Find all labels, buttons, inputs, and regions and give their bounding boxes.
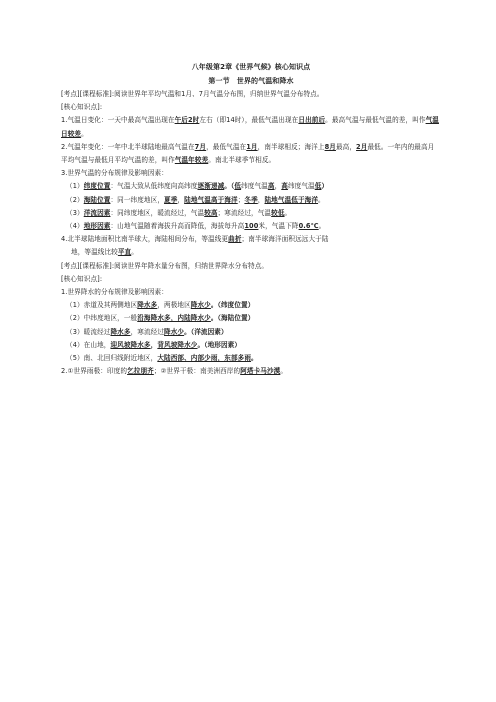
- point-isotherms-hemispheres: 4.北半球陆地面积比南半球大，海陆相间分布，等温线更曲折；南半球海洋面积远远大于陆: [61, 235, 329, 244]
- factor-ocean-current: （3）洋流因素：同纬度地区，暖流经过，气温较高；寒流经过，气温较低。: [66, 208, 292, 217]
- core-knowledge-label-1: [核心知识点]:: [61, 103, 103, 112]
- document-title: 八年级第2章《世界气候》核心知识点: [191, 63, 311, 71]
- point-temperature-distribution: 3.世界气温的分布规律及影响因素：: [61, 169, 168, 178]
- curriculum-standard-2: [考点][课程标准]:阅读世界年降水量分布图，归纳世界降水分布特点。: [61, 261, 269, 270]
- core-knowledge-label-2: [核心知识点]:: [61, 274, 103, 283]
- precip-factor-land-sea: （2）中纬度地区，一般沿海降水多，内陆降水少。（海陆位置）: [66, 314, 255, 323]
- section-heading: 第一节 世界的气温和降水: [208, 77, 294, 85]
- factor-terrain: （4）地形因素：山地气温随着海拔升高而降低，海拔每升高100米，气温下降0.6℃。: [66, 222, 326, 231]
- point-isotherms-hemispheres-cont: 地，等温线比较平直。: [71, 248, 138, 257]
- factor-latitude: （1）纬度位置：气温大致从低纬度向高纬度逐渐递减。（低纬度气温高，高纬度气温低）: [66, 182, 329, 191]
- document-content: [61, 61, 441, 378]
- factor-land-sea: （2）海陆位置：同一纬度地区，夏季，陆地气温高于海洋；冬季，陆地气温低于海洋。: [66, 195, 325, 204]
- point-temperature-daily-change: 1.气温日变化：一天中最高气温出现在午后2时左右（即14时），最低气温出现在日出前后。最高气温与最低气温的差，叫作气温日较差。: [61, 116, 439, 138]
- precip-tropics: （5）南、北回归线附近地区，大陆西部、内部少雨，东部多雨。: [66, 354, 258, 363]
- precip-factor-ocean-current: （3）暖流经过降水多，寒流经过降水少。（洋流因素）: [66, 327, 228, 336]
- point-rain-dry-poles: 2.①世界雨极：印度的乞拉朋齐；②世界干极：南美洲西岸的阿塔卡马沙漠。: [61, 367, 288, 376]
- precip-factor-terrain: （4）在山地，迎风坡降水多，背风坡降水少。（地形因素）: [66, 340, 242, 349]
- point-precipitation-distribution: 1.世界降水的分布规律及影响因素：: [61, 288, 168, 297]
- curriculum-standard-1: [考点][课程标准]:阅读世界年平均气温和1月、7月气温分布图，归纳世界气温分布特点。: [61, 90, 324, 98]
- point-temperature-annual-change: 2.气温年变化：一年中北半球陆地最高气温在7月，最低气温在1月，南半球相反；海洋上8月最高，2月最低。一年内的最高月平均气温与最低月平均气温的差，叫作气温年较差。南北半球季节相反。: [61, 142, 435, 165]
- precip-factor-latitude: （1）赤道及其两侧地区降水多，两极地区降水少。（纬度位置）: [66, 301, 255, 310]
